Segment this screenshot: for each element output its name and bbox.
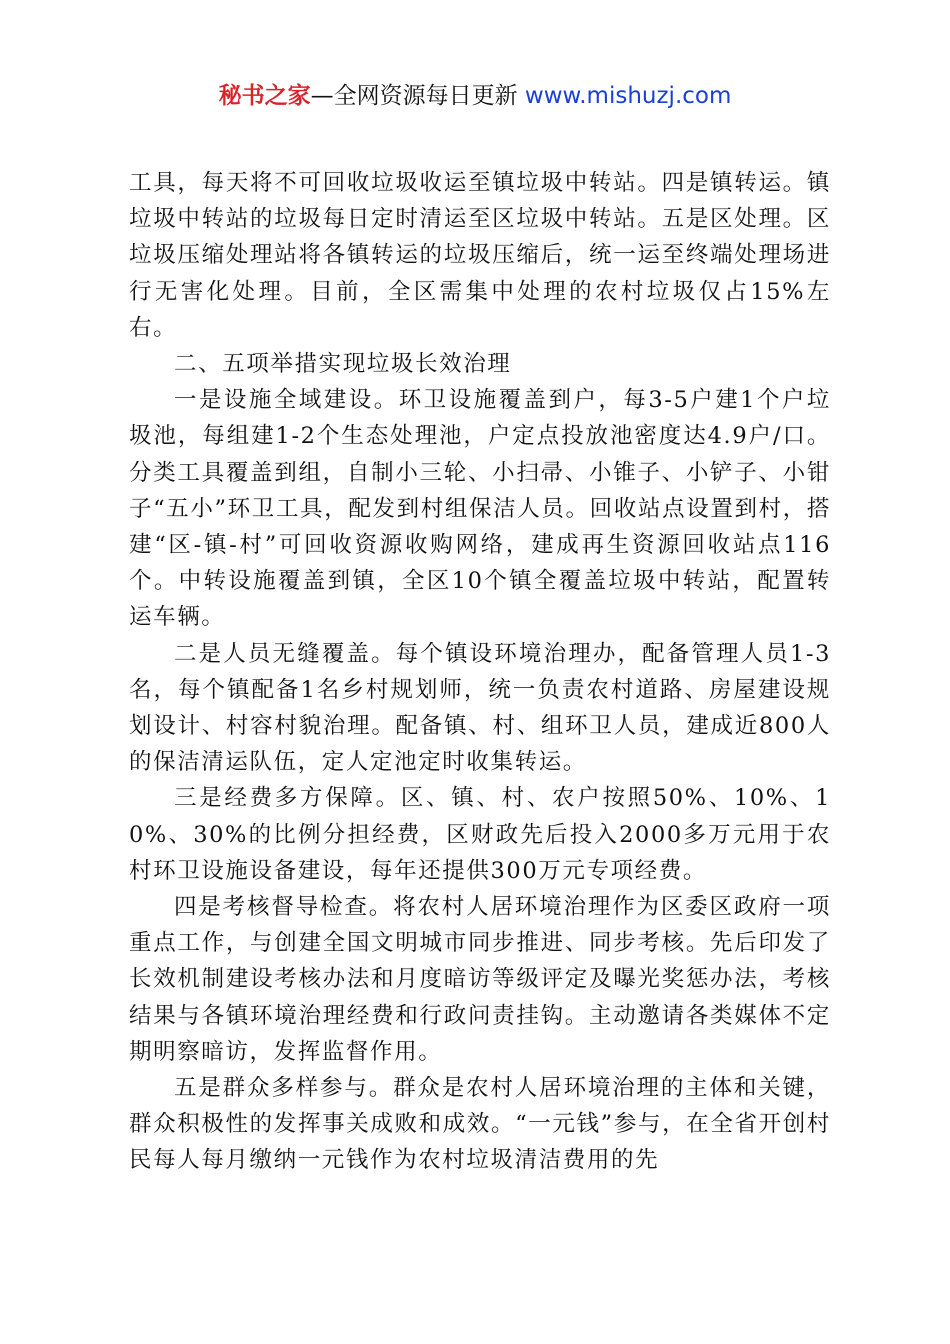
document-body — [129, 165, 831, 1179]
paragraph-continued: 工具，每天将不可回收垃圾收运至镇垃圾中转站。四是镇转运。镇垃圾中转站的垃圾每日定时清运至区垃圾中转站。五是区处理。区垃圾压缩处理站将各镇转运的垃圾压缩后，统一运至终端处理场进行无害化处理。目前，全区需集中处理的农村垃圾仅占15%左右。 — [129, 170, 831, 341]
paragraph-personnel: 二是人员无缝覆盖。每个镇设环境治理办，配备管理人员1-3名，每个镇配备1名乡村规划师，统一负责农村道路、房屋建设规划设计、村容村貌治理。配备镇、村、组环卫人员，建成近800人的保洁清运队伍，定人定池定时收集转运。 — [129, 640, 831, 776]
header-tagline: —全网资源每日更新 — [310, 83, 518, 109]
paragraph-facilities: 一是设施全域建设。环卫设施覆盖到户，每3-5户建1个户垃圾池，每组建1-2个生态处理池，户定点投放池密度达4.9户/口。分类工具覆盖到组，自制小三轮、小扫帚、小锥子、小铲子、小钳子“五小”环卫工具，配发到村组保洁人员。回收站点设置到村，搭建“区-镇-村”可回收资源收购网络，建成再生资源回收站点116个。中转设施覆盖到镇，全区10个镇全覆盖垃圾中转站，配置转运车辆。 — [129, 387, 831, 631]
paragraph-funding: 三是经费多方保障。区、镇、村、农户按照50%、10%、10%、30%的比例分担经费，区财政先后投入2000多万元用于农村环卫设施设备建设，每年还提供300万元专项经费。 — [129, 785, 831, 884]
site-url-link[interactable]: www.mishuzj.com — [524, 83, 732, 109]
section-heading: 二、五项举措实现垃圾长效治理 — [174, 351, 512, 378]
paragraph-participation: 五是群众多样参与。群众是农村人居环境治理的主体和关键，群众积极性的发挥事关成败和成效。“一元钱”参与，在全省开创村民每人每月缴纳一元钱作为农村垃圾清洁费用的先 — [129, 1075, 831, 1174]
paragraph-assessment: 四是考核督导检查。将农村人居环境治理作为区委区政府一项重点工作，与创建全国文明城市同步推进、同步考核。先后印发了长效机制建设考核办法和月度暗访等级评定及曝光奖惩办法，考核结果与各镇环境治理经费和行政问责挂钩。主动邀请各类媒体不定期明察暗访，发挥监督作用。 — [129, 894, 831, 1065]
brand-name: 秘书之家 — [218, 83, 311, 109]
site-header — [0, 80, 950, 112]
